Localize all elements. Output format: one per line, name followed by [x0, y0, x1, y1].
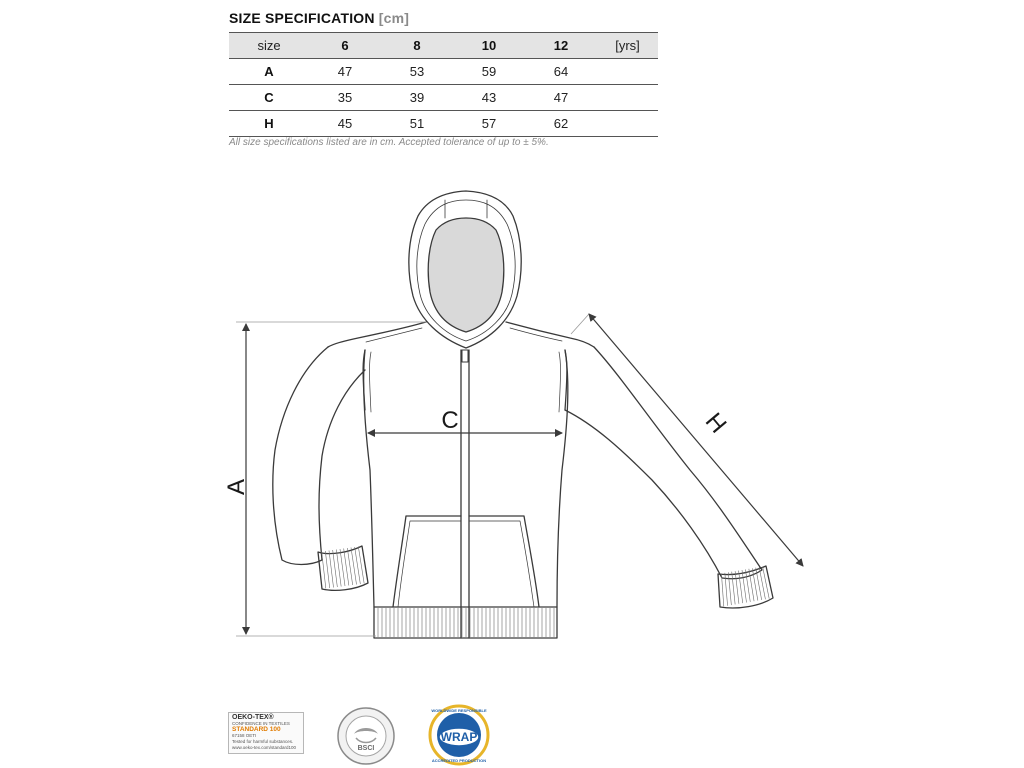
rib-line	[732, 572, 735, 605]
rib-line	[329, 551, 334, 588]
waistband	[374, 607, 557, 638]
rib-line	[325, 551, 329, 588]
shoulder-right	[506, 322, 594, 347]
rib-line	[763, 567, 770, 599]
oeko-tex-badge	[228, 712, 304, 754]
table-cell: 43	[481, 90, 497, 105]
spec-title-text: SIZE SPECIFICATION	[229, 10, 375, 26]
table-cell: 35	[337, 90, 353, 105]
rib-line	[735, 571, 739, 604]
rib-line	[333, 550, 338, 587]
size-unit-label: [yrs]	[615, 38, 640, 53]
rib-line	[725, 573, 728, 606]
oeko-line3: Tested for harmful substances.	[232, 739, 294, 744]
table-cell: 53	[409, 64, 425, 79]
table-cell: 47	[553, 90, 569, 105]
size-header-12: 12	[553, 38, 569, 53]
table-cell: 59	[481, 64, 497, 79]
oeko-brand: OEKO-TEX®	[232, 714, 274, 721]
rib-line	[759, 567, 765, 599]
armhole-right-stitch	[559, 352, 561, 412]
measure-a-label: A	[223, 478, 250, 496]
pocket-right-stitch	[469, 521, 534, 607]
pocket-left	[393, 516, 461, 607]
wrap-logo	[424, 704, 494, 766]
oeko-line4: www.oeko-tex.com/standard100	[232, 745, 297, 750]
rib-line	[336, 550, 341, 587]
armhole-left-stitch	[370, 352, 372, 412]
table-cell: 57	[481, 116, 497, 131]
armhole-right	[565, 350, 567, 410]
wrap-ring-top: WORLDWIDE RESPONSIBLE	[431, 708, 487, 713]
ribbing-texture	[322, 547, 770, 638]
table-cell: 51	[409, 116, 425, 131]
table-cell: 39	[409, 90, 425, 105]
hood-lining	[428, 218, 504, 332]
bsci-label: BSCI	[357, 745, 375, 752]
rib-line	[742, 570, 747, 603]
rib-line	[728, 572, 731, 605]
table-cell: 45	[337, 116, 353, 131]
size-header-label: size	[257, 38, 281, 53]
shoulder-left	[328, 322, 426, 347]
rib-line	[322, 552, 326, 589]
row-label-h: H	[264, 116, 274, 131]
rib-line	[739, 571, 743, 604]
zipper-pull	[462, 350, 468, 362]
wrap-label: WRAP	[440, 730, 478, 744]
measure-a	[236, 322, 426, 636]
size-header-10: 10	[481, 38, 497, 53]
size-header-6: 6	[341, 38, 349, 53]
wrap-ring-bottom: ACCREDITED PRODUCTION	[431, 758, 487, 763]
bsci-logo	[336, 706, 396, 766]
sleeve-left	[273, 347, 365, 565]
pocket-right	[469, 516, 539, 607]
table-cell: 64	[553, 64, 569, 79]
pocket-left-stitch	[398, 521, 461, 607]
table-cell: 62	[553, 116, 569, 131]
oeko-standard: STANDARD 100	[232, 726, 281, 733]
row-label-a: A	[264, 64, 274, 79]
oeko-line1: CONFIDENCE IN TEXTILES	[232, 721, 290, 726]
measure-h	[571, 314, 803, 566]
measure-h-label: H	[699, 407, 732, 439]
measure-c-label: C	[441, 407, 459, 434]
table-cell: 47	[337, 64, 353, 79]
tolerance-note: All size specifications listed are in cm. Accepted tolerance of up to ± 5%.	[229, 137, 549, 148]
sleeve-right	[565, 347, 762, 579]
size-header-8: 8	[413, 38, 421, 53]
oeko-code: 67158 OETI	[232, 733, 257, 738]
spec-title-unit: [cm]	[378, 10, 410, 26]
row-label-c: C	[264, 90, 274, 105]
